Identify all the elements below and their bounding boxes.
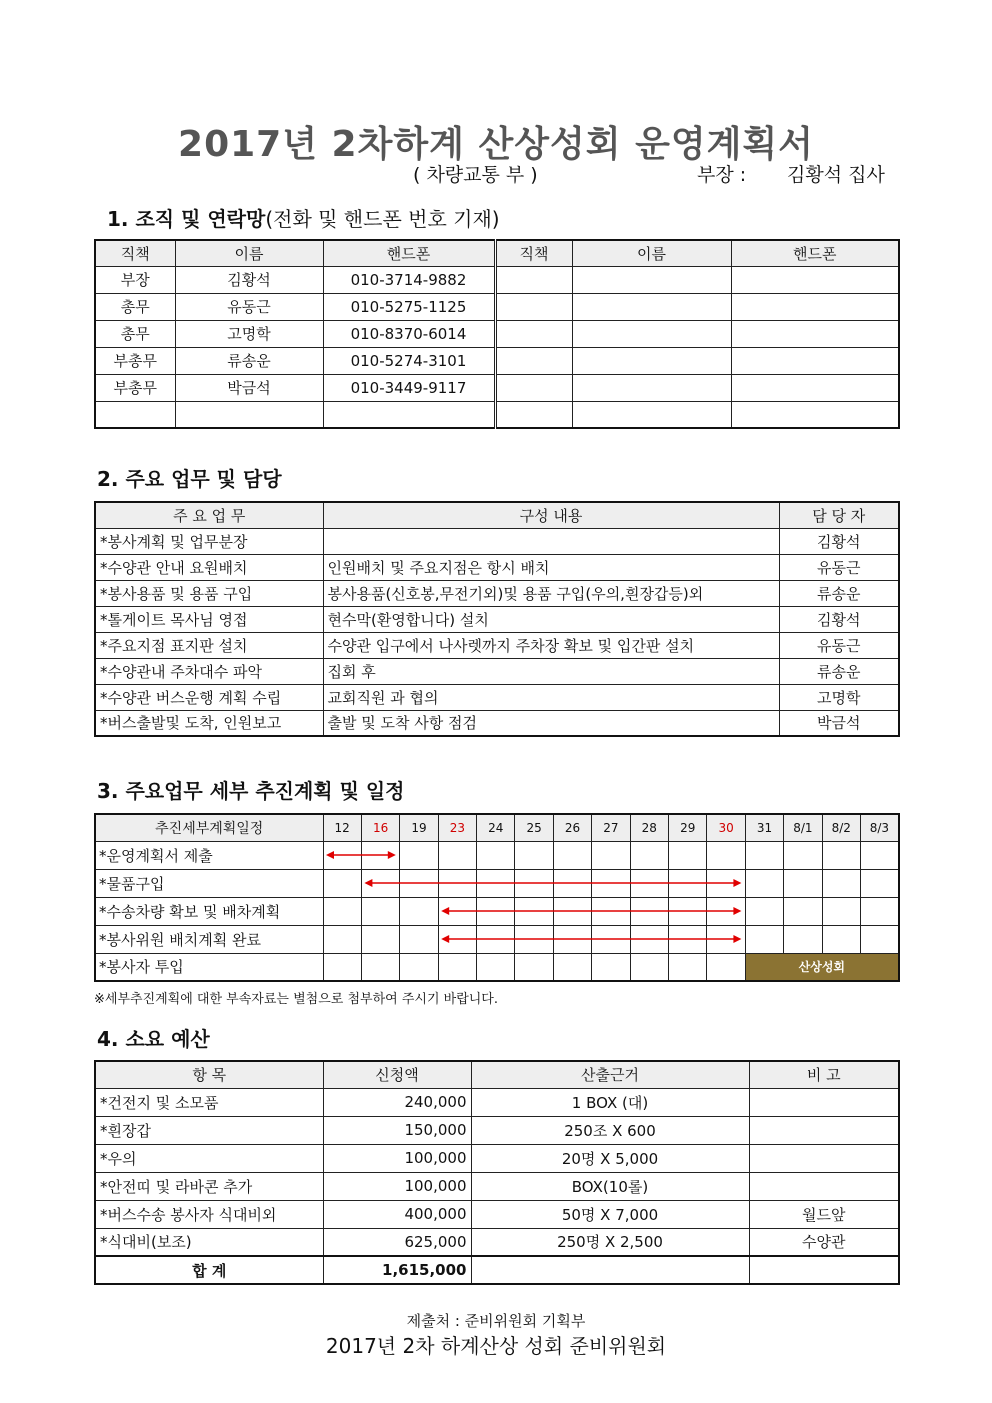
budget-amount: 240,000 [323, 1088, 471, 1116]
duty-col-header: 구성 내용 [323, 502, 779, 528]
budget-col-header: 비 고 [749, 1061, 899, 1088]
section1-heading-note: (전화 및 핸드폰 번호 기재) [265, 207, 500, 231]
schedule-task: *봉사위원 배치계획 완료 [95, 925, 323, 953]
head-name: 김황석 집사 [787, 164, 885, 186]
contact-role: 부총무 [95, 374, 175, 401]
budget-item: *안전띠 및 라바콘 추가 [95, 1172, 323, 1200]
budget-remark: 수양관 [749, 1228, 899, 1256]
department-label: ( 차량교통 부 ) [413, 164, 538, 186]
contact-col-header: 핸드폰 [731, 240, 899, 266]
section1-heading-text: 1. 조직 및 연락망 [107, 207, 266, 231]
schedule-note: ※세부추진계획에 대한 부속자료는 별첨으로 첨부하여 주시기 바랍니다. [94, 992, 499, 1007]
budget-basis: BOX(10롤) [471, 1172, 749, 1200]
budget-item: *우의 [95, 1144, 323, 1172]
schedule-date: 29 [669, 814, 707, 841]
schedule-arrow-head [364, 879, 372, 887]
duty-content: 수양관 입구에서 나사렛까지 주차장 확보 및 입간판 설치 [323, 632, 779, 658]
duty-owner: 박금석 [779, 710, 899, 736]
contact-col-header: 이름 [572, 240, 731, 266]
budget-basis: 1 BOX (대) [471, 1088, 749, 1116]
schedule-date: 16 [361, 814, 399, 841]
budget-total-empty [471, 1256, 749, 1284]
schedule-date: 25 [515, 814, 553, 841]
contact-col-header: 이름 [175, 240, 323, 266]
duty-task: *수양관 안내 요원배치 [95, 554, 323, 580]
schedule-date: 26 [553, 814, 591, 841]
schedule-arrow-head [388, 851, 396, 859]
budget-total-empty [749, 1256, 899, 1284]
contact-role: 부장 [95, 266, 175, 293]
budget-table [94, 1060, 900, 1285]
contact-role: 부총무 [95, 347, 175, 374]
budget-item: *흰장갑 [95, 1116, 323, 1144]
duty-task: *수양관내 주차대수 파악 [95, 658, 323, 684]
schedule-date: 24 [477, 814, 515, 841]
budget-item: *식대비(보조) [95, 1228, 323, 1256]
contact-phone: 010-8370-6014 [323, 320, 495, 347]
schedule-arrow-head [441, 935, 449, 943]
schedule-arrow-head [733, 879, 741, 887]
contact-name: 유동근 [175, 293, 323, 320]
head-label: 부장 : [697, 164, 747, 186]
budget-col-header: 항 목 [95, 1061, 323, 1088]
duty-task: *수양관 버스운행 계획 수립 [95, 684, 323, 710]
duty-task: *봉사계획 및 업무분장 [95, 528, 323, 554]
contact-role: 총무 [95, 320, 175, 347]
contact-name: 박금석 [175, 374, 323, 401]
schedule-date: 12 [323, 814, 361, 841]
duty-content: 출발 및 도착 사항 점검 [323, 710, 779, 736]
contact-name: 류송운 [175, 347, 323, 374]
budget-row [95, 1088, 899, 1116]
duty-owner: 유동근 [779, 632, 899, 658]
contact-col-header: 핸드폰 [323, 240, 495, 266]
schedule-task: *봉사자 투입 [95, 953, 323, 981]
budget-remark [749, 1088, 899, 1116]
schedule-date: 8/1 [784, 814, 822, 841]
budget-remark [749, 1144, 899, 1172]
schedule-date: 30 [707, 814, 745, 841]
duty-owner: 유동근 [779, 554, 899, 580]
budget-basis: 20명 X 5,000 [471, 1144, 749, 1172]
duty-task: *주요지점 표지판 설치 [95, 632, 323, 658]
budget-remark: 월드앞 [749, 1200, 899, 1228]
contact-phone: 010-3714-9882 [323, 266, 495, 293]
schedule-date: 23 [438, 814, 476, 841]
budget-remark [749, 1116, 899, 1144]
contact-name: 김황석 [175, 266, 323, 293]
budget-item: *건전지 및 소모품 [95, 1088, 323, 1116]
contact-col-header: 직책 [95, 240, 175, 266]
duty-owner: 류송운 [779, 580, 899, 606]
budget-basis: 250조 X 600 [471, 1116, 749, 1144]
budget-amount: 400,000 [323, 1200, 471, 1228]
duty-task: *톨게이트 목사님 영접 [95, 606, 323, 632]
schedule-date: 27 [592, 814, 630, 841]
budget-amount: 150,000 [323, 1116, 471, 1144]
schedule-date: 8/2 [822, 814, 860, 841]
event-cell: 산상성회 [745, 953, 899, 981]
budget-basis: 50명 X 7,000 [471, 1200, 749, 1228]
schedule-date: 28 [630, 814, 668, 841]
duty-content: 인원배치 및 주요지점은 항시 배치 [323, 554, 779, 580]
budget-col-header: 산출근거 [471, 1061, 749, 1088]
contact-name: 고명학 [175, 320, 323, 347]
contact-phone: 010-5275-1125 [323, 293, 495, 320]
budget-remark [749, 1172, 899, 1200]
duty-task: *봉사용품 및 용품 구입 [95, 580, 323, 606]
schedule-arrow-head [326, 851, 334, 859]
budget-row [95, 1172, 899, 1200]
duty-content: 교회직원 과 협의 [323, 684, 779, 710]
budget-basis: 250명 X 2,500 [471, 1228, 749, 1256]
contact-role: 총무 [95, 293, 175, 320]
schedule-task: *수송차량 확보 및 배차계획 [95, 897, 323, 925]
budget-item: *버스수송 봉사자 식대비외 [95, 1200, 323, 1228]
duty-owner: 류송운 [779, 658, 899, 684]
duty-col-header: 담 당 자 [779, 502, 899, 528]
budget-col-header: 신청액 [323, 1061, 471, 1088]
schedule-header-label: 추진세부계획일정 [95, 814, 323, 841]
schedule-task: *물품구입 [95, 869, 323, 897]
duty-owner: 김황석 [779, 528, 899, 554]
duty-owner: 고명학 [779, 684, 899, 710]
budget-amount: 100,000 [323, 1144, 471, 1172]
document-title: 2017년 2차하계 산상성회 운영계획서 [178, 124, 814, 165]
budget-amount: 100,000 [323, 1172, 471, 1200]
budget-row [95, 1228, 899, 1256]
budget-row [95, 1144, 899, 1172]
schedule-arrow-head [733, 907, 741, 915]
budget-total-row [95, 1256, 899, 1284]
duty-content: 현수막(환영합니다) 설치 [323, 606, 779, 632]
duty-owner: 김황석 [779, 606, 899, 632]
schedule-date: 31 [745, 814, 783, 841]
contact-phone: 010-3449-9117 [323, 374, 495, 401]
budget-row [95, 1116, 899, 1144]
budget-amount: 625,000 [323, 1228, 471, 1256]
schedule-task: *운영계획서 제출 [95, 841, 323, 869]
duty-task: *버스출발및 도착, 인원보고 [95, 710, 323, 736]
duty-col-header: 주 요 업 무 [95, 502, 323, 528]
section3-heading: 3. 주요업무 세부 추진계획 및 일정 [97, 779, 405, 803]
schedule-date: 8/3 [860, 814, 898, 841]
contact-phone: 010-5274-3101 [323, 347, 495, 374]
organization-line: 2017년 2차 하계산상 성회 준비위원회 [325, 1334, 667, 1358]
schedule-date: 19 [400, 814, 438, 841]
budget-table-header [95, 1061, 899, 1088]
duty-content: 집회 후 [323, 658, 779, 684]
contact-col-header: 직책 [495, 240, 572, 266]
section2-heading: 2. 주요 업무 및 담당 [97, 467, 282, 491]
budget-total-label: 합 계 [95, 1256, 323, 1284]
schedule-arrow-head [733, 935, 741, 943]
submitter-line: 제출처 : 준비위원회 기획부 [406, 1312, 586, 1330]
budget-total-amount: 1,615,000 [323, 1256, 471, 1284]
duty-content: 봉사용품(신호봉,무전기외)및 용품 구입(우의,흰장갑등)외 [323, 580, 779, 606]
schedule-arrow-head [441, 907, 449, 915]
budget-row [95, 1200, 899, 1228]
section4-heading: 4. 소요 예산 [97, 1027, 210, 1051]
